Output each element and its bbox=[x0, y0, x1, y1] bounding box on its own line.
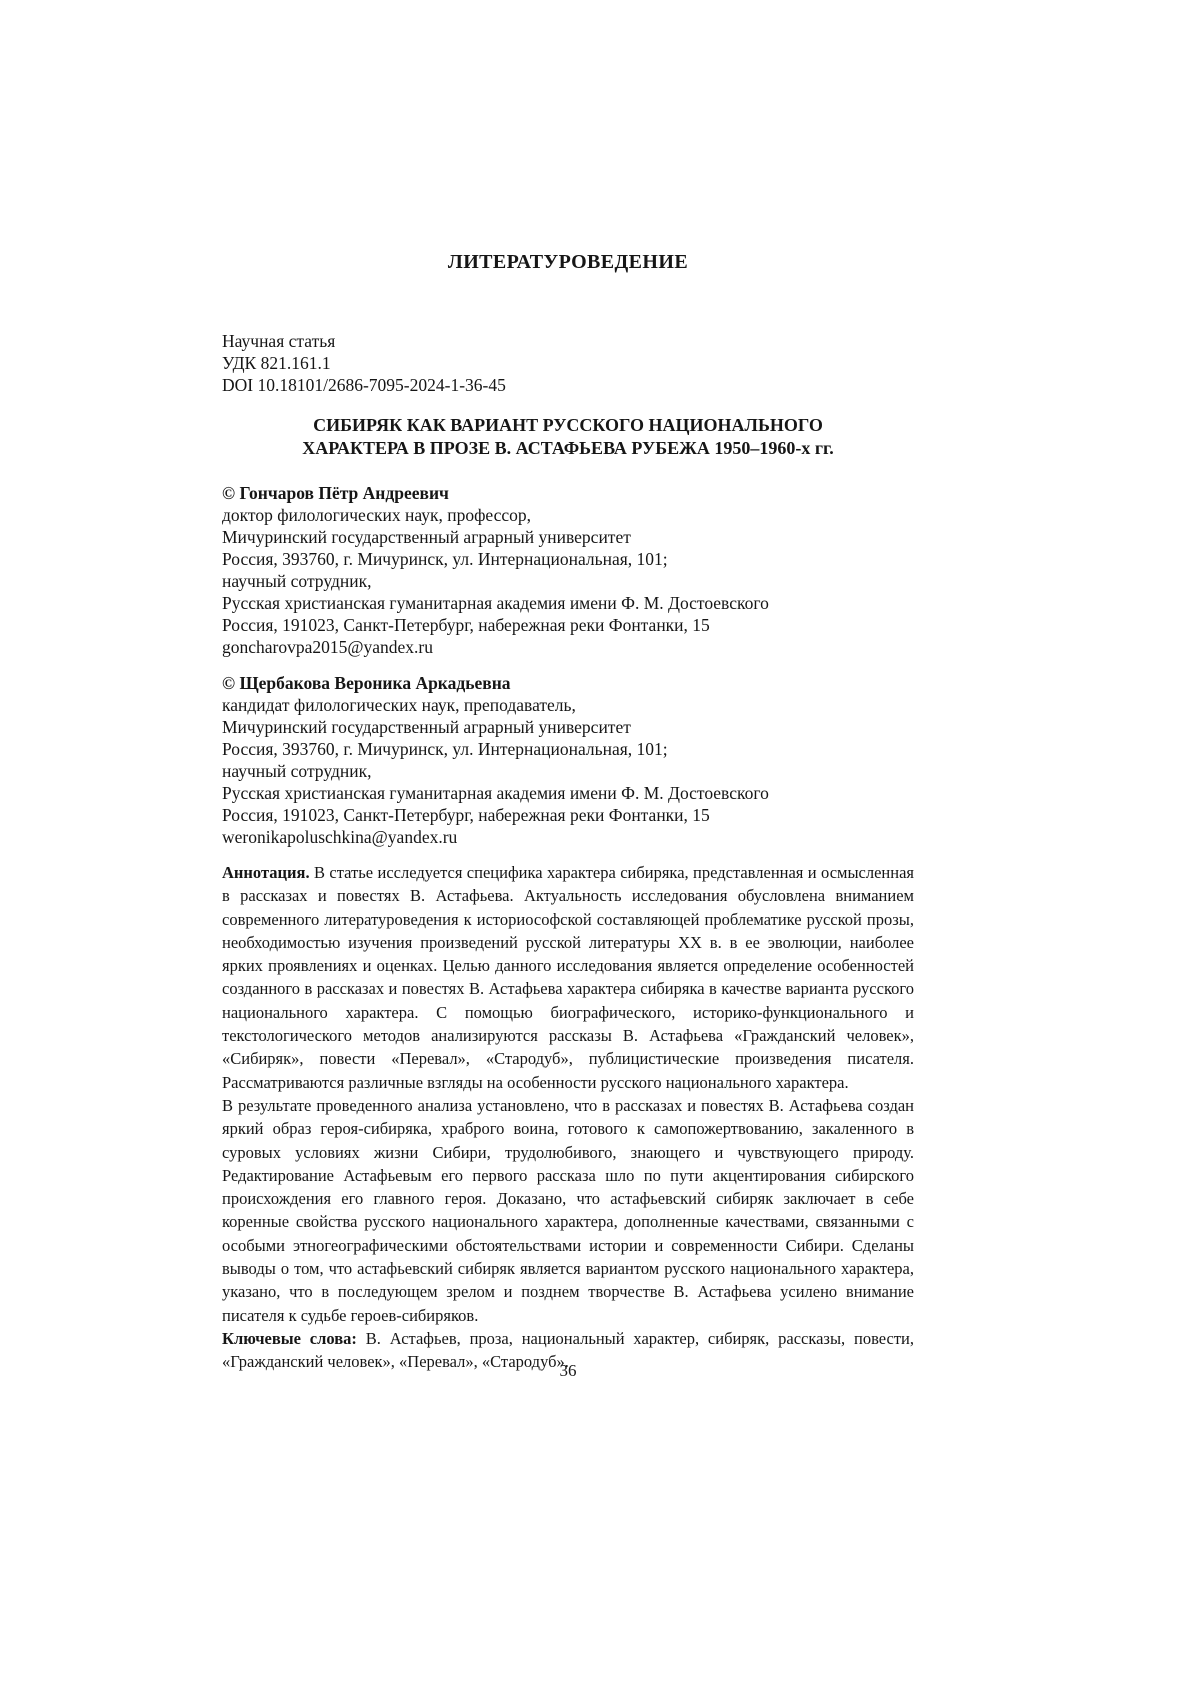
article-title-line-1: СИБИРЯК КАК ВАРИАНТ РУССКОГО НАЦИОНАЛЬНОГО bbox=[313, 415, 823, 435]
author-1-email: goncharovpa2015@yandex.ru bbox=[222, 637, 433, 657]
author-1-address-2: Россия, 191023, Санкт-Петербург, набережная реки Фонтанки, 15 bbox=[222, 615, 710, 635]
text-column bbox=[222, 0, 914, 1374]
article-title bbox=[222, 414, 914, 460]
abstract-section bbox=[222, 861, 914, 1374]
author-2-address-1: Россия, 393760, г. Мичуринск, ул. Интернациональная, 101; bbox=[222, 739, 668, 759]
author-2-affiliation-2: Русская христианская гуманитарная академия имени Ф. М. Достоевского bbox=[222, 783, 769, 803]
author-1-name: © Гончаров Пётр Андреевич bbox=[222, 483, 449, 503]
author-1-address-1: Россия, 393760, г. Мичуринск, ул. Интернациональная, 101; bbox=[222, 549, 668, 569]
doi-line: DOI 10.18101/2686-7095-2024-1-36-45 bbox=[222, 375, 506, 395]
abstract-paragraph-2 bbox=[222, 1094, 914, 1327]
author-2-address-2: Россия, 191023, Санкт-Петербург, набережная реки Фонтанки, 15 bbox=[222, 805, 710, 825]
article-type: Научная статья bbox=[222, 331, 336, 351]
article-title-line-2: ХАРАКТЕРА В ПРОЗЕ В. АСТАФЬЕВА РУБЕЖА 1950–1960-х гг. bbox=[302, 438, 834, 458]
author-1-degree: доктор филологических наук, профессор, bbox=[222, 505, 532, 525]
author-2-email: weronikapoluschkina@yandex.ru bbox=[222, 827, 458, 847]
page-number: 36 bbox=[559, 1361, 577, 1380]
author-1-affiliation-2: Русская христианская гуманитарная академия имени Ф. М. Достоевского bbox=[222, 593, 769, 613]
author-1-role: научный сотрудник, bbox=[222, 571, 372, 591]
author-block-1 bbox=[222, 482, 914, 658]
author-2-affiliation-1: Мичуринский государственный аграрный университет bbox=[222, 717, 631, 737]
abstract-paragraph-1 bbox=[222, 861, 914, 1094]
author-2-degree: кандидат филологических наук, преподаватель, bbox=[222, 695, 576, 715]
keywords-text: В. Астафьев, проза, национальный характер, сибиряк, рассказы, повести, «Гражданский человек», «Перевал», «Стародуб». bbox=[222, 1328, 914, 1372]
section-heading: ЛИТЕРАТУРОВЕДЕНИЕ bbox=[447, 251, 689, 273]
article-meta bbox=[222, 330, 914, 396]
udk-code: УДК 821.161.1 bbox=[222, 353, 331, 373]
author-2-name: © Щербакова Вероника Аркадьевна bbox=[222, 673, 511, 693]
keywords-label: Ключевые слова: bbox=[222, 1328, 357, 1348]
author-1-affiliation-1: Мичуринский государственный аграрный университет bbox=[222, 527, 631, 547]
abstract-text-2: В результате проведенного анализа установлено, что в рассказах и повестях В. Астафьева создан яркий образ героя-сибиряка, храброго воина, готового к самопожертвованию, закаленного в суровых условиях жизни Сибири, трудолюбивого, знающего и чувствующего природу. Редактирование Астафьевым его первого рассказа шло по пути акцентирования сибирского происхождения его главного героя. Доказано, что астафьевский сибиряк заключает в себе коренные свойства русского национального характера, дополненные качествами, связанными с особыми этногеографическими обстоятельствами истории и современности Сибири. Сделаны выводы о том, что астафьевский сибиряк является вариантом русского национального характера, указано, что в последующем зрелом и позднем творчестве В. Астафьева усилено внимание писателя к судьбе героев-сибиряков. bbox=[222, 1095, 914, 1325]
abstract-text-1: В статье исследуется специфика характера сибиряка, представленная и осмысленная в рассказах и повестях В. Астафьева. Актуальность исследования обусловлена вниманием современного литературоведения к историософской составляющей проблематике русской прозы, необходимостью изучения произведений русской литературы XX в. в ее эволюции, наиболее ярких проявлениях и оценках. Целью данного исследования является определение особенностей созданного в рассказах и повестях В. Астафьева характера сибиряка в качестве варианта русского национального характера. С помощью биографического, историко-функционального и текстологического методов анализируются рассказы В. Астафьева «Гражданский человек», «Сибиряк», повести «Перевал», «Стародуб», публицистические произведения писателя. Рассматриваются различные взгляды на особенности русского национального характера. bbox=[222, 863, 914, 1092]
author-2-role: научный сотрудник, bbox=[222, 761, 372, 781]
author-block-2 bbox=[222, 672, 914, 848]
abstract-label: Аннотация. bbox=[222, 863, 310, 882]
